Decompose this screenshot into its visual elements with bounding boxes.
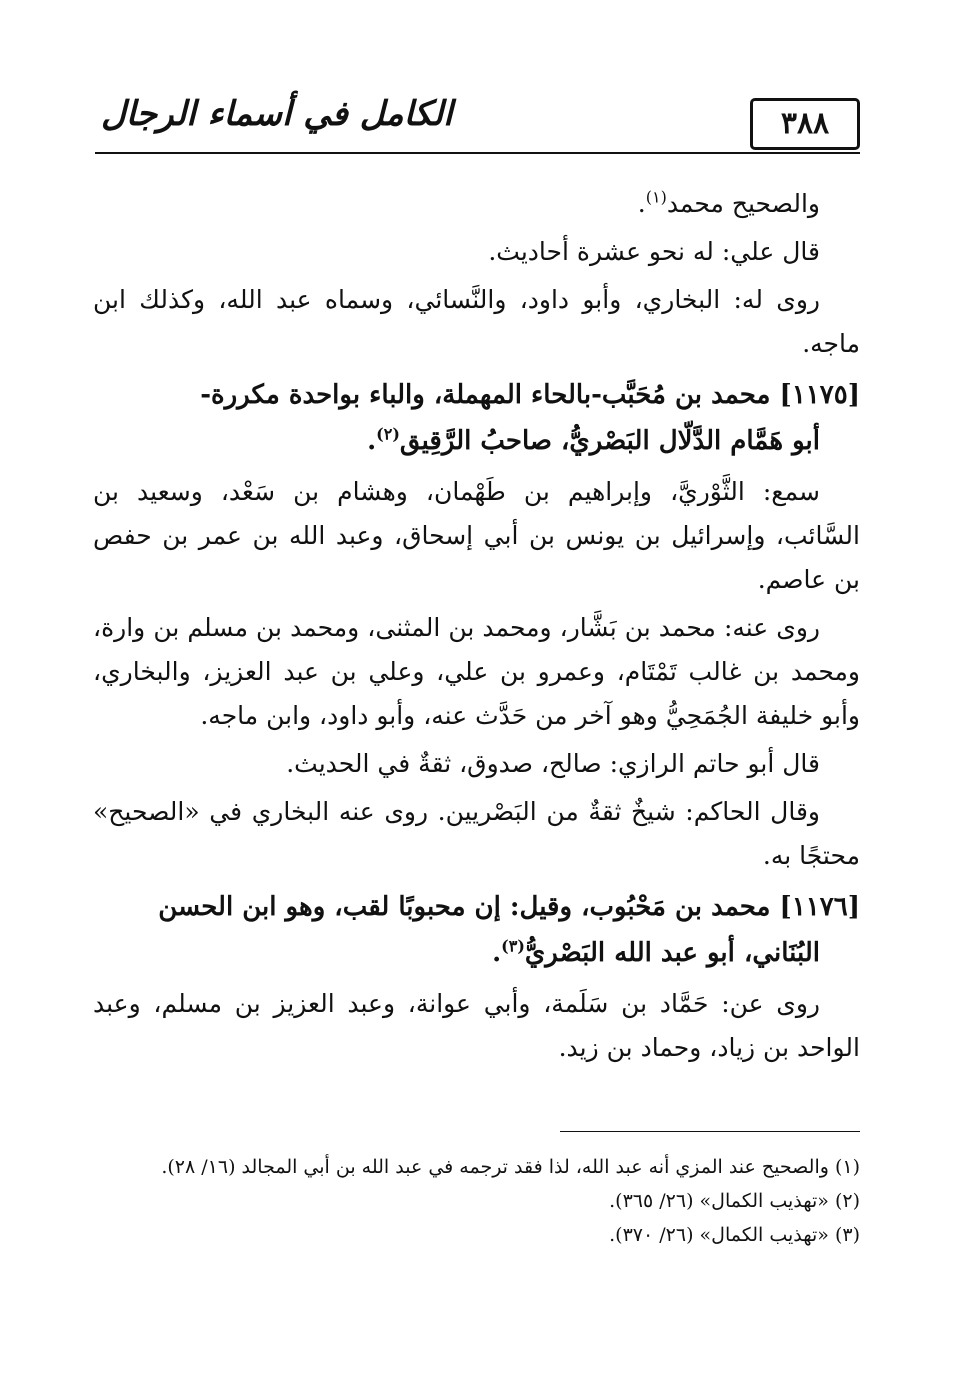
paragraph-5: روى عنه: محمد بن بَشَّار، ومحمد بن المثنى، ومحمد بن مسلم بن وارة، ومحمد بن غالب تَمْتَام، وعمرو بن علي، وعلي بن عبد العزيز، والبخاري، وأبو خليفة الجُمَحِيُّ وهو آخر من حَدَّث عنه، وأبو داود، وابن ماجه.	[93, 613, 860, 730]
entry-1176-end: .	[492, 938, 502, 968]
paragraph-8: روى عن: حَمَّاد بن سَلَمة، وأبي عوانة، وعبد العزيز بن مسلم، وعبد الواحد بن زياد، وحماد بن زيد.	[93, 989, 860, 1062]
page-header	[95, 92, 860, 158]
footnote-divider	[560, 1131, 860, 1132]
footnotes	[93, 1150, 860, 1252]
paragraph-1	[93, 182, 860, 226]
entry-1176-line-2: البُنَاني، أبو عبد الله البَصْريُّ	[524, 938, 820, 968]
entry-1175-heading	[93, 372, 860, 464]
entry-1175-line-2: أبو هَمَّام الدَّلّال البَصْريُّ، صاحبُ الرَّقِيق	[399, 426, 820, 456]
footnote-3: (٣) «تهذيب الكمال» (٢٦/ ٣٧٠).	[609, 1224, 860, 1246]
book-title: الكامل في أسماء الرجال	[101, 94, 453, 134]
paragraph-6: قال أبو حاتم الرازي: صالح، صدوق، ثقةٌ في الحديث.	[286, 749, 820, 778]
footnote-ref-1[interactable]: (١)	[645, 187, 667, 207]
entry-1175-end: .	[367, 426, 377, 456]
header-divider	[95, 152, 860, 154]
footnote-ref-3[interactable]: (٣)	[501, 936, 525, 956]
page-number: ٣٨٨	[750, 98, 860, 150]
paragraph-4: سمع: الثَّوْريَّ، وإبراهيم بن طَهْمان، وهشام بن سَعْد، وسعيد بن السَّائب، وإسرائيل بن يونس بن أبي إسحاق، وعبد الله بن عمر بن حفص بن عاصم.	[93, 477, 860, 594]
paragraph-7: وقال الحاكم: شيخٌ ثقةٌ من البَصْريين. روى عنه البخاري في «الصحيح» محتجًا به.	[93, 797, 860, 870]
footnote-ref-2[interactable]: (٢)	[376, 424, 400, 444]
paragraph-2: قال علي: له نحو عشرة أحاديث.	[488, 237, 820, 266]
paragraph-1-text: والصحيح محمد	[666, 189, 820, 218]
page-body	[93, 182, 860, 1074]
paragraph-1-end: .	[637, 189, 646, 218]
entry-1175-line-2-wrap	[93, 418, 860, 464]
entry-1176-heading	[93, 884, 860, 976]
entry-1176-line-1: [١١٧٦] محمد بن مَحْبُوب، وقيل: إن محبوبًا لقب، وهو ابن الحسن	[158, 892, 860, 922]
footnote-1: (١) والصحيح عند المزي أنه عبد الله، لذا فقد ترجمه في عبد الله بن أبي المجالد (١٦/ ٢٨).	[161, 1156, 860, 1178]
footnote-2: (٢) «تهذيب الكمال» (٢٦/ ٣٦٥).	[609, 1190, 860, 1212]
entry-1175-line-1: [١١٧٥] محمد بن مُحَبَّب-بالحاء المهملة، والباء بواحدة مكررة-	[200, 380, 860, 410]
paragraph-3: روى له: البخاري، وأبو داود، والنَّسائي، وسماه عبد الله، وكذلك ابن ماجه.	[93, 285, 860, 358]
entry-1176-line-2-wrap	[93, 930, 860, 976]
